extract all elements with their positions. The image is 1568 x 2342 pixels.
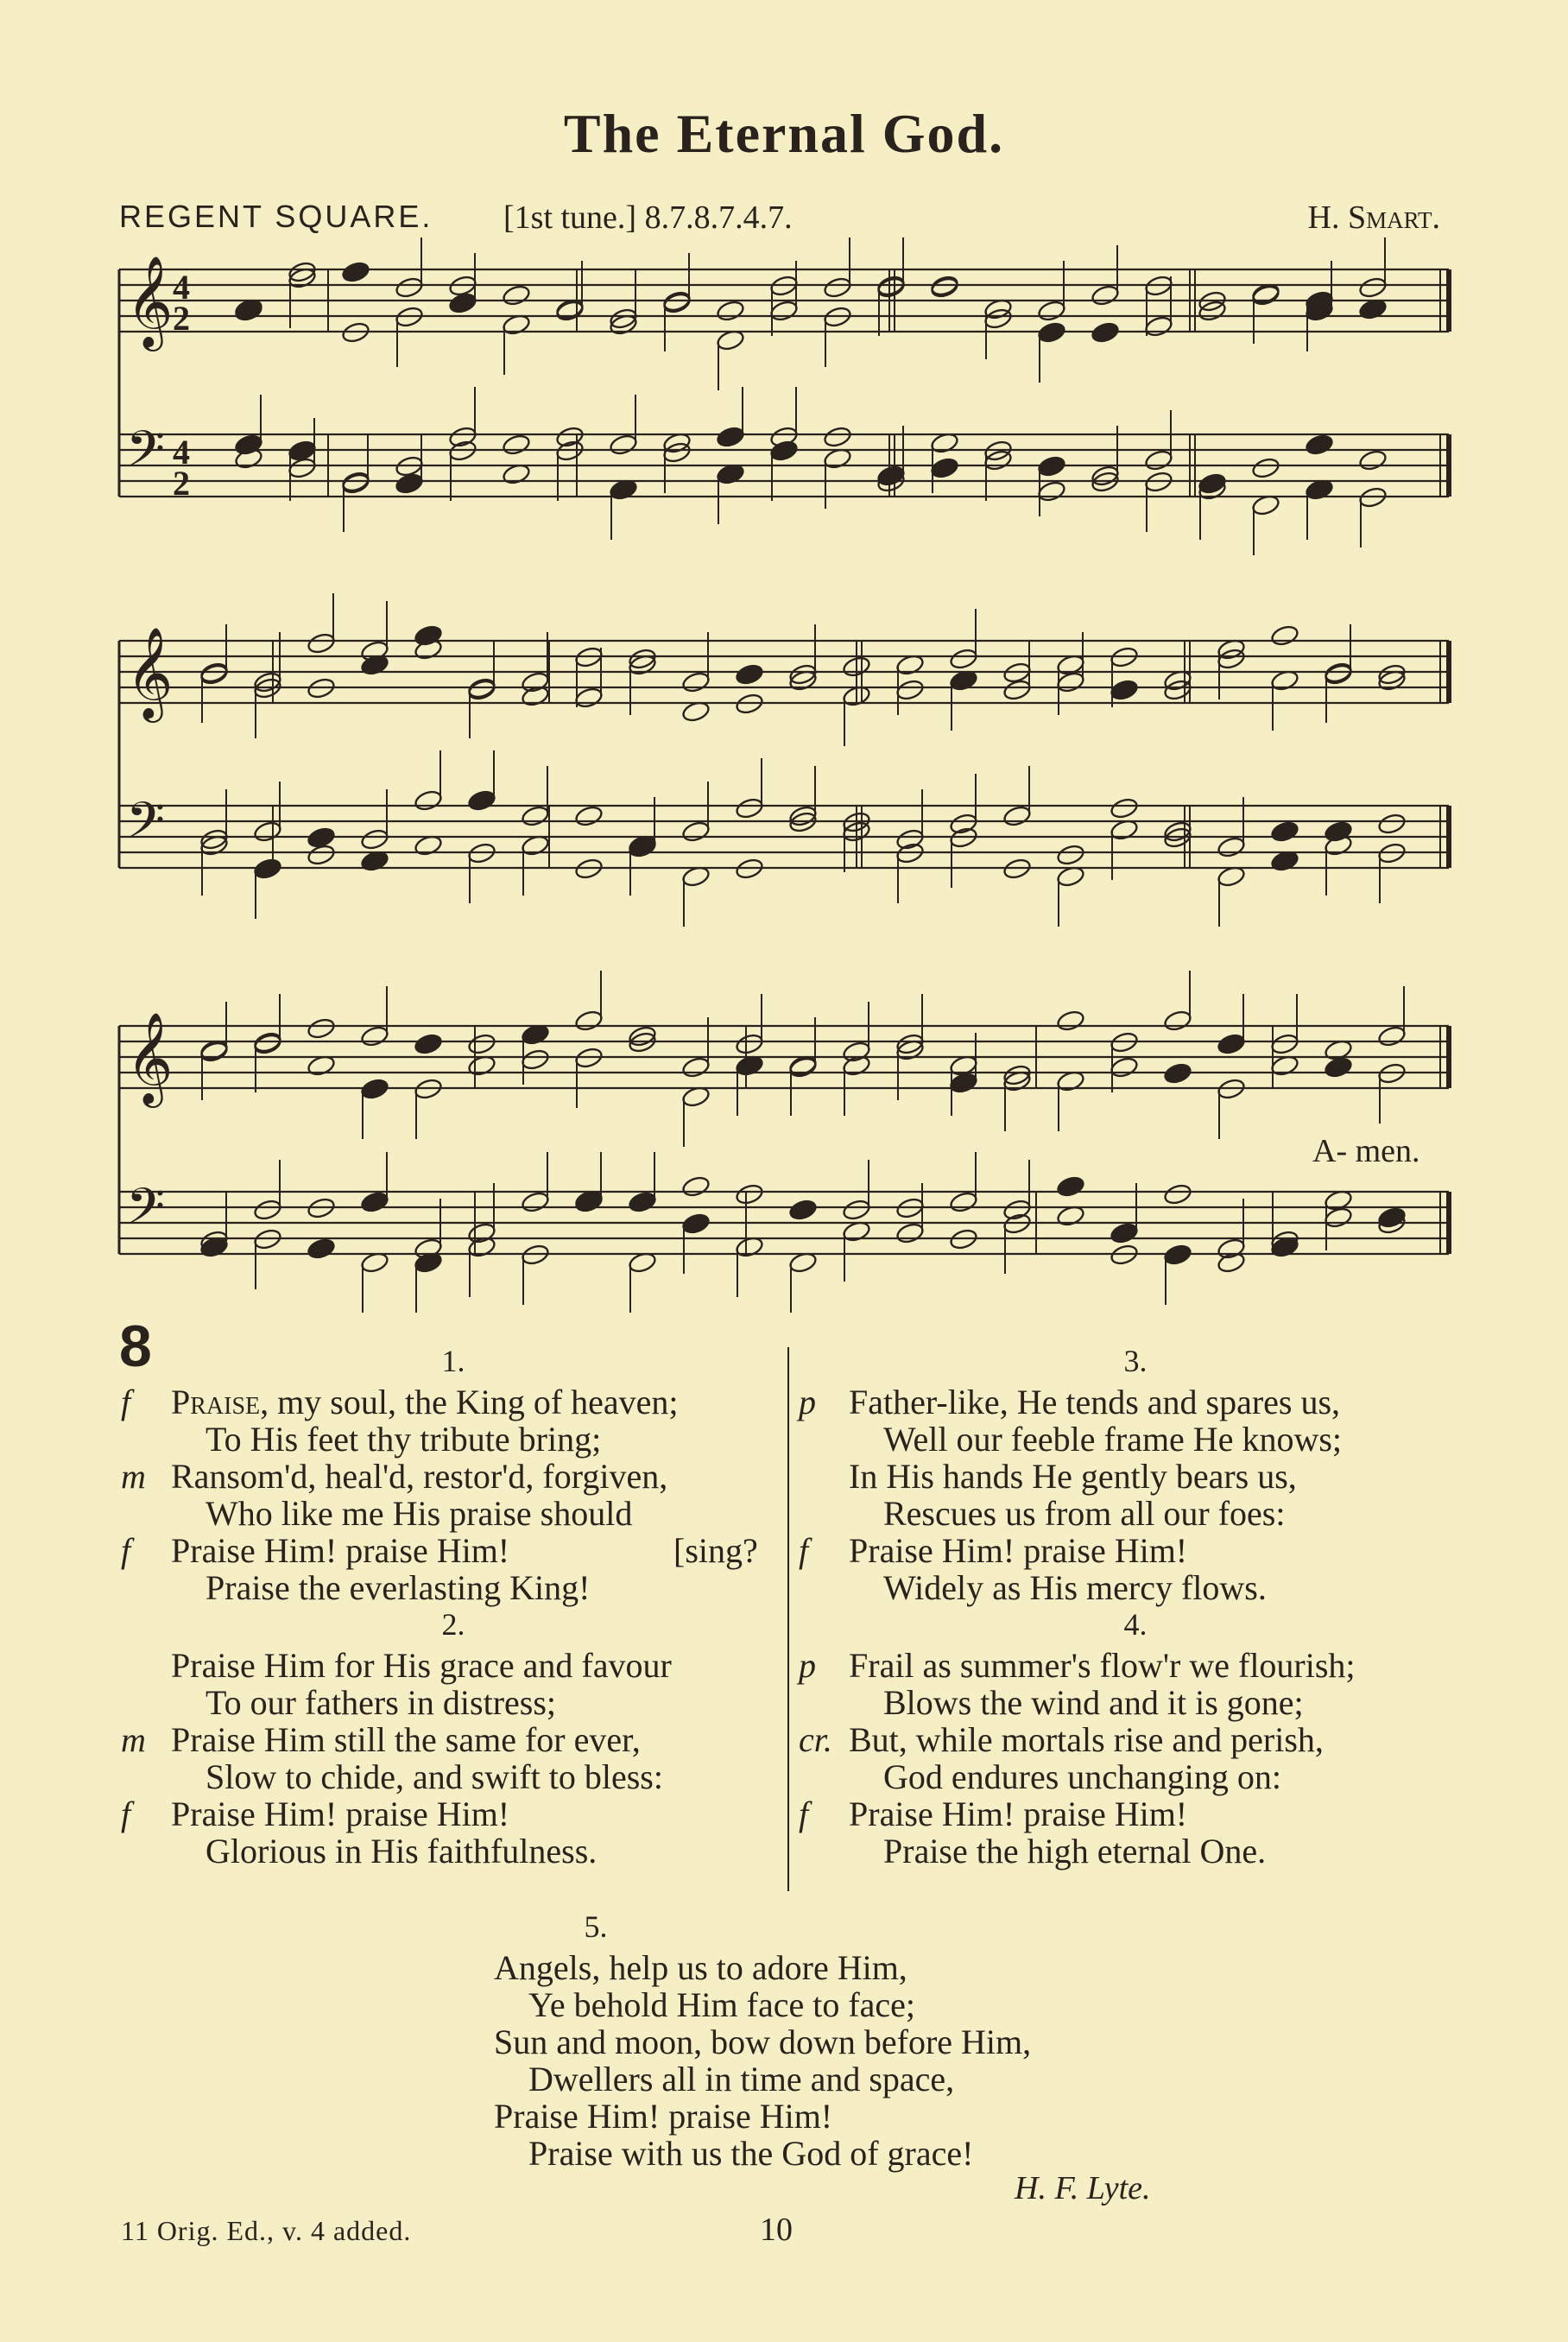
note-head — [1217, 835, 1246, 858]
note-head — [1144, 314, 1173, 338]
note-head — [307, 1016, 336, 1040]
note-head — [467, 788, 496, 812]
note-head — [1110, 1055, 1139, 1079]
verse-line-overflow: [sing? — [673, 1531, 758, 1570]
note-head — [949, 647, 978, 670]
note-head — [1091, 320, 1120, 344]
footnote: 11 Orig. Ed., v. 4 added. — [121, 2215, 412, 2246]
tune-meter: [1st tune.] 8.7.8.7.4.7. — [503, 199, 793, 236]
bass-clef: 𝄢 — [126, 1177, 166, 1248]
note-head — [1037, 479, 1066, 503]
dynamic-marking: cr. — [799, 1720, 832, 1759]
verse-5 — [484, 1908, 1261, 2172]
verse-line: In His hands He gently bears us, — [849, 1457, 1297, 1496]
time-signature-top: 4 — [173, 268, 190, 307]
note-head — [521, 804, 550, 827]
note-head — [1056, 1009, 1085, 1032]
note-head — [1144, 448, 1173, 472]
verse-line: Well our feeble frame He knows; — [883, 1420, 1343, 1459]
note-head — [788, 1198, 818, 1221]
note-head — [253, 820, 282, 843]
note-head — [1110, 796, 1139, 820]
verse-number: 2. — [441, 1607, 465, 1642]
bass-clef: 𝄢 — [126, 420, 166, 491]
verse-number: 5. — [584, 1909, 608, 1944]
dynamic-marking: p — [799, 1646, 816, 1685]
verse-1 — [121, 1343, 786, 1606]
note-head — [1358, 275, 1388, 299]
note-head — [360, 1077, 389, 1100]
note-head — [360, 1190, 389, 1213]
dynamic-marking: f — [799, 1531, 809, 1570]
verse-4 — [799, 1606, 1472, 1870]
note-head — [1163, 1009, 1192, 1032]
note-head — [735, 662, 764, 686]
verse-lead-word: Praise, — [171, 1383, 269, 1421]
music-system — [119, 593, 1449, 927]
verse-3 — [799, 1343, 1472, 1606]
treble-clef: 𝄞 — [126, 1011, 174, 1104]
tune-name: REGENT SQUARE. — [119, 199, 433, 234]
author-attribution: H. F. Lyte. — [1015, 2170, 1151, 2206]
verse-line: Praise Him! praise Him! — [494, 2097, 833, 2136]
verse-line: Praise the everlasting King! — [205, 1568, 591, 1607]
amen-lyric: A- men. — [1312, 1133, 1420, 1169]
composer: H. Smart. — [1307, 199, 1440, 236]
note-head — [628, 1190, 657, 1213]
note-head — [895, 1221, 925, 1244]
note-head — [1217, 1032, 1246, 1055]
treble-clef: 𝄞 — [126, 255, 174, 347]
note-head — [1110, 1221, 1139, 1244]
note-head — [1091, 283, 1120, 307]
note-head — [1377, 1024, 1407, 1048]
note-head — [1270, 820, 1299, 843]
dynamic-marking: p — [799, 1383, 816, 1421]
verse-line: Praise Him still the same for ever, — [171, 1720, 641, 1759]
time-signature-bottom: 2 — [173, 464, 190, 503]
note-head — [253, 1198, 282, 1221]
verse-line: Praise Him! praise Him! — [171, 1531, 510, 1570]
note-head — [574, 804, 604, 827]
note-head — [395, 275, 424, 299]
verse-line: my soul, the King of heaven; — [269, 1383, 679, 1421]
verse-line: Father-like, He tends and spares us, — [849, 1383, 1341, 1421]
note-head — [307, 1237, 336, 1260]
time-signature-top: 4 — [173, 433, 190, 472]
hymn-number: 8 — [119, 1313, 152, 1379]
verse-line: Who like me His praise should — [205, 1494, 633, 1533]
verse-line: God endures unchanging on: — [883, 1757, 1282, 1796]
note-head — [1270, 1032, 1299, 1055]
verses-right-column — [799, 1343, 1472, 1870]
note-head — [842, 1198, 871, 1221]
note-head — [930, 456, 959, 479]
note-head — [609, 433, 638, 456]
note-head — [253, 857, 282, 880]
note-head — [307, 826, 336, 849]
verse-line: Praise the high eternal One. — [883, 1832, 1267, 1870]
note-head — [414, 788, 443, 812]
verse-line: Widely as His mercy flows. — [883, 1568, 1267, 1607]
note-head — [1056, 843, 1085, 866]
verse-line: Glorious in His faithfulness. — [205, 1832, 597, 1870]
note-head — [895, 678, 925, 701]
note-head — [1163, 1243, 1192, 1266]
note-head — [1037, 454, 1066, 478]
verse-line: Angels, help us to adore Him, — [494, 1948, 907, 1987]
note-head — [502, 283, 531, 307]
note-head — [288, 439, 317, 462]
time-signature-bottom: 2 — [173, 299, 190, 338]
note-head — [1163, 1182, 1192, 1206]
note-head — [716, 299, 745, 322]
note-head — [1270, 623, 1299, 647]
verse-line: Praise Him for His grace and favour — [171, 1646, 672, 1685]
page-number: 10 — [760, 2212, 793, 2248]
note-head — [414, 1032, 443, 1055]
music-system — [119, 971, 1449, 1313]
note-head — [1305, 433, 1334, 456]
dynamic-marking: m — [121, 1720, 146, 1759]
verse-line: Praise Him! praise Him! — [849, 1531, 1188, 1570]
note-head — [1110, 678, 1139, 701]
verse-number: 3. — [1123, 1344, 1148, 1378]
note-head — [681, 1212, 711, 1235]
dynamic-marking: f — [121, 1383, 131, 1421]
note-head — [502, 433, 531, 456]
note-head — [1251, 456, 1280, 479]
note-head — [1056, 1174, 1085, 1198]
dynamic-marking: m — [121, 1457, 146, 1496]
note-head — [307, 631, 336, 655]
verse-line: Sun and moon, bow down before Him, — [494, 2022, 1032, 2061]
note-head — [360, 827, 389, 851]
column-divider — [787, 1347, 789, 1891]
verse-line: Dwellers all in time and space, — [528, 2060, 955, 2098]
note-head — [823, 425, 852, 448]
note-head — [360, 1024, 389, 1048]
note-group — [199, 971, 1407, 1313]
verse-line: To His feet thy tribute bring; — [205, 1420, 602, 1459]
note-head — [735, 1182, 764, 1206]
verse-line: Frail as summer's flow'r we flourish; — [849, 1646, 1356, 1685]
note-head — [1377, 812, 1407, 835]
verses-left-column — [121, 1343, 786, 1870]
verse-line: Praise Him! praise Him! — [849, 1794, 1188, 1833]
note-head — [949, 1190, 978, 1213]
note-head — [735, 796, 764, 820]
note-head — [681, 670, 711, 693]
note-head — [521, 1190, 550, 1213]
verse-line: Ye behold Him face to face; — [528, 1985, 916, 2024]
note-head — [681, 820, 711, 843]
note-head — [735, 1032, 764, 1055]
verse-line: Blows the wind and it is gone; — [883, 1683, 1304, 1722]
verse-line: But, while mortals rise and perish, — [849, 1720, 1324, 1759]
note-head — [1163, 1061, 1192, 1085]
treble-clef: 𝄞 — [126, 626, 174, 718]
dynamic-marking: f — [121, 1531, 131, 1570]
note-head — [681, 1055, 711, 1079]
note-head — [574, 1009, 604, 1032]
verse-line: Rescues us from all our foes: — [883, 1494, 1286, 1533]
note-head — [1358, 448, 1388, 472]
verse-line: Praise with us the God of grace! — [528, 2134, 974, 2173]
note-head — [574, 686, 604, 709]
dynamic-marking: f — [799, 1794, 809, 1833]
note-head — [823, 275, 852, 299]
note-group — [199, 593, 1407, 927]
note-head — [769, 299, 799, 322]
note-head — [1037, 320, 1066, 344]
note-head — [521, 1048, 550, 1071]
verse-number: 1. — [441, 1344, 465, 1378]
note-head — [681, 1174, 711, 1198]
verse-line: Praise Him! praise Him! — [171, 1794, 510, 1833]
note-head — [1037, 299, 1066, 322]
verse-line: To our fathers in distress; — [205, 1683, 557, 1722]
verse-line: Slow to chide, and swift to bless: — [205, 1757, 663, 1796]
note-head — [716, 425, 745, 448]
music-system — [119, 237, 1449, 555]
bass-clef: 𝄢 — [126, 791, 166, 862]
note-head — [467, 1032, 496, 1055]
page-title: The Eternal God. — [563, 103, 1005, 164]
verse-2 — [121, 1606, 786, 1870]
dynamic-marking: f — [121, 1794, 131, 1833]
note-head — [341, 260, 370, 283]
verse-number: 4. — [1123, 1607, 1148, 1642]
verse-line: Ransom'd, heal'd, restor'd, forgiven, — [171, 1457, 668, 1496]
note-head — [1002, 804, 1032, 827]
